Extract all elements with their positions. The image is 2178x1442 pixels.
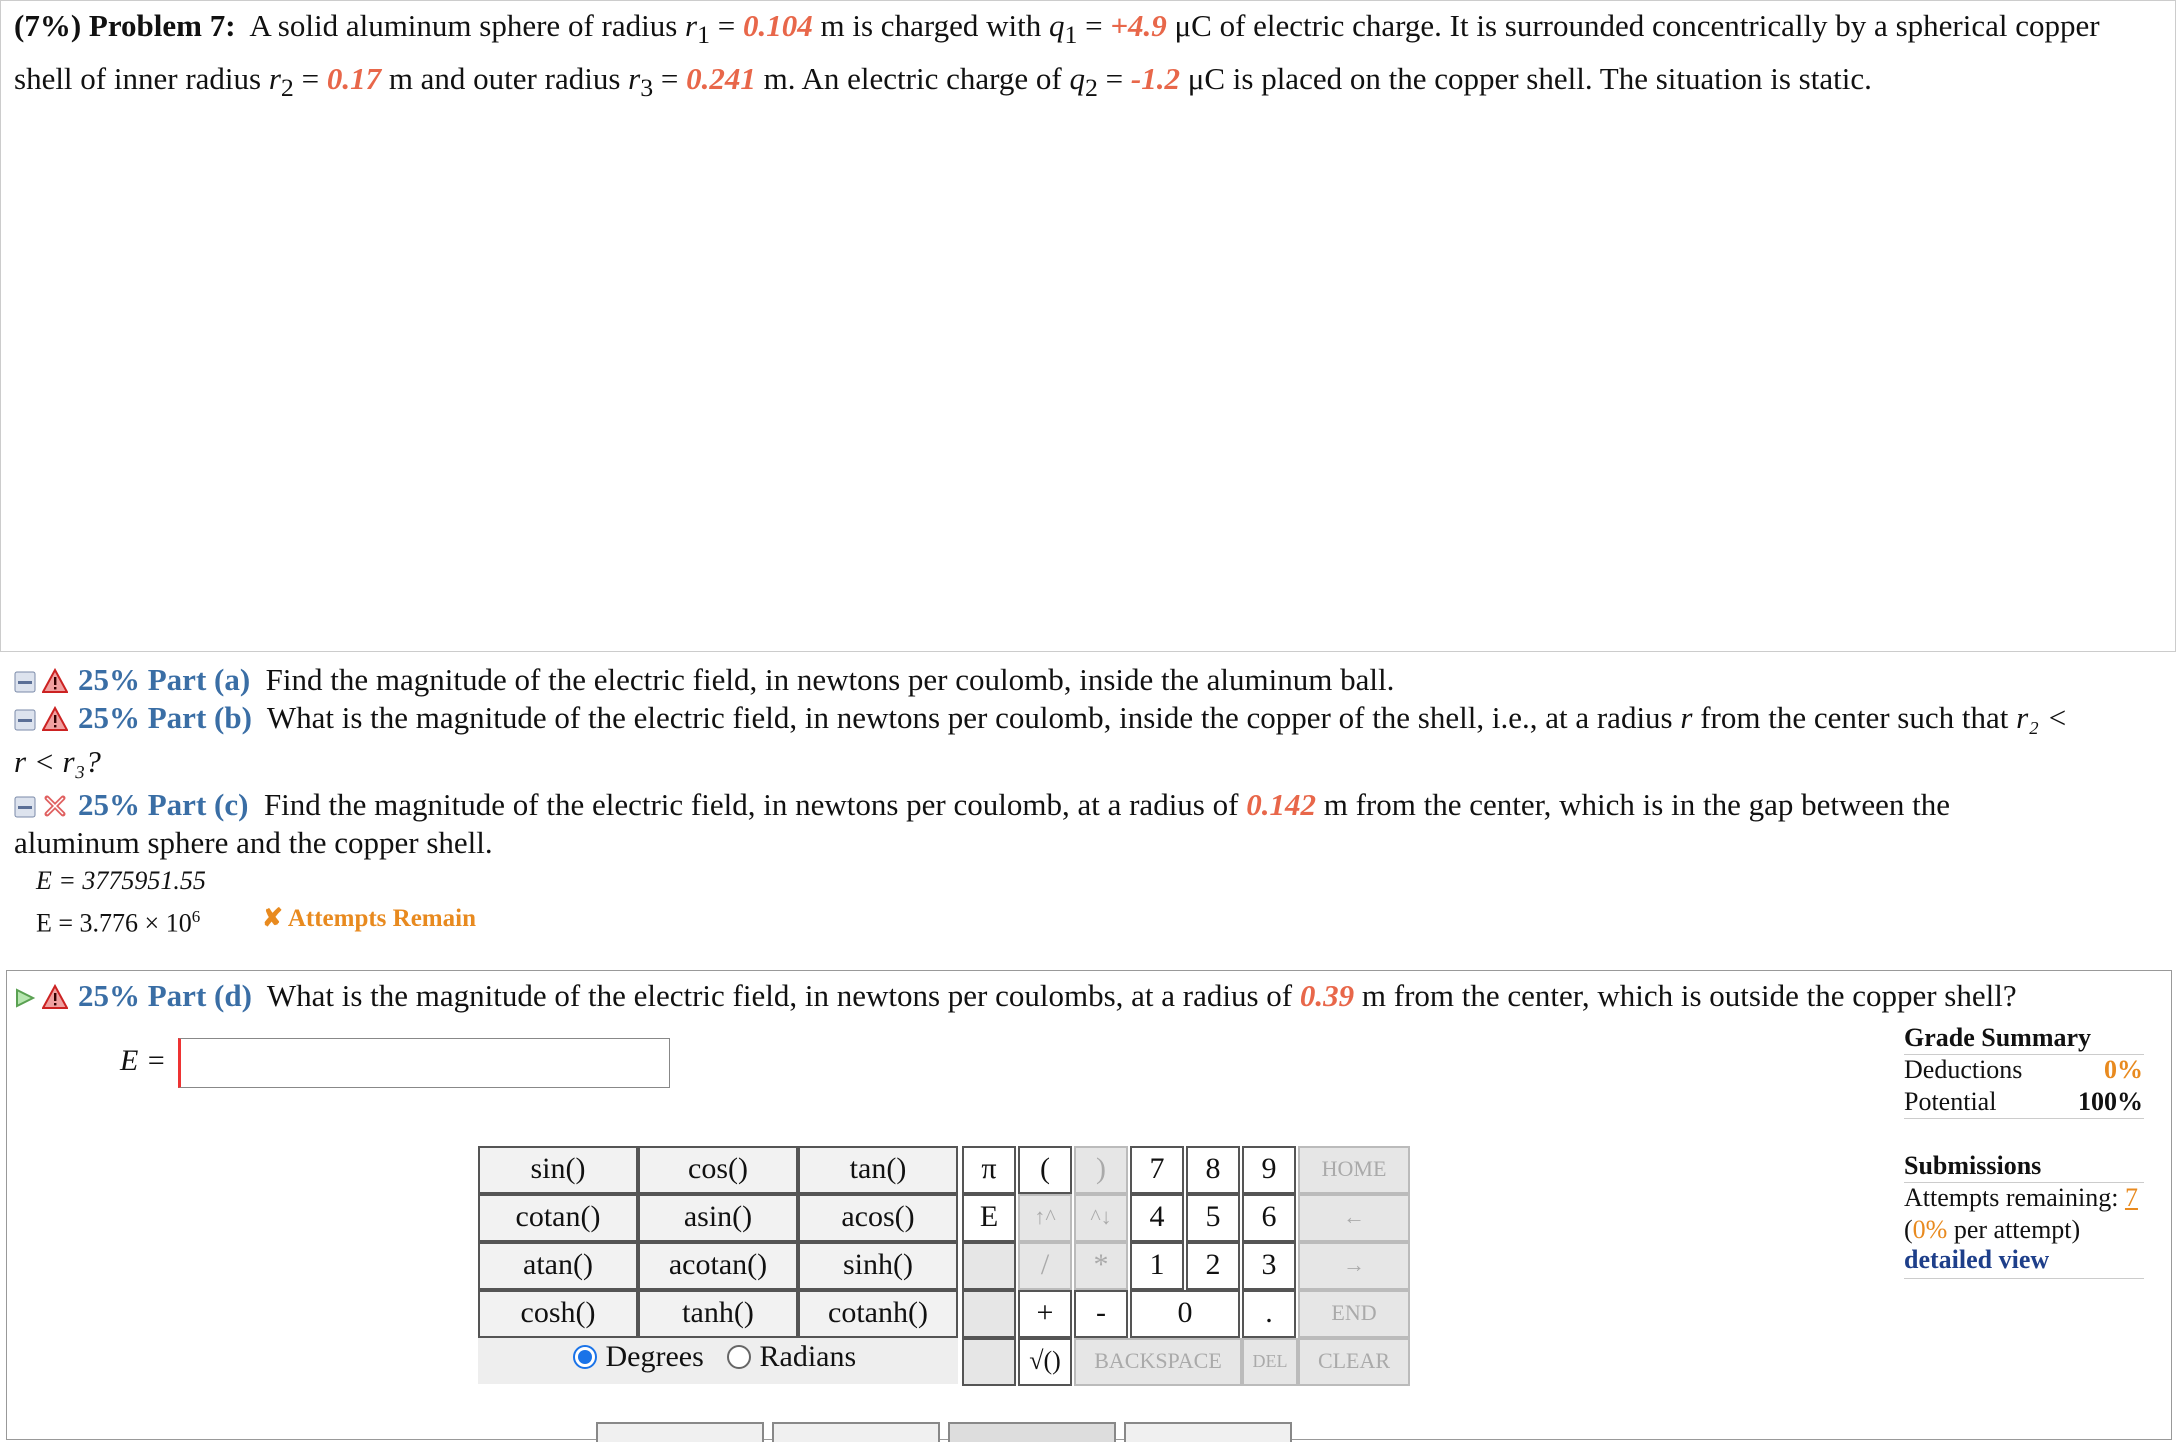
- per-attempt-value: 0%: [1912, 1215, 1948, 1244]
- key-dot[interactable]: .: [1242, 1290, 1296, 1338]
- r3-sub: 3: [640, 73, 654, 103]
- r1-symbol: r: [685, 8, 698, 43]
- feedback-button[interactable]: [948, 1422, 1116, 1442]
- key-clear[interactable]: CLEAR: [1298, 1338, 1410, 1386]
- r-symbol: r: [1680, 700, 1693, 735]
- key-9[interactable]: 9: [1242, 1146, 1296, 1194]
- attempts-value: 7: [2124, 1183, 2138, 1212]
- fn-key-asin[interactable]: asin(): [638, 1194, 798, 1242]
- part-d-text2: m from the center, which is outside the copper shell?: [1361, 978, 2017, 1013]
- part-c-row-cont: [14, 823, 2154, 863]
- key-up[interactable]: ↑^: [1018, 1194, 1072, 1242]
- key-3[interactable]: 3: [1242, 1242, 1296, 1290]
- q1-symbol: q: [1048, 8, 1065, 43]
- divider: [1904, 1118, 2144, 1119]
- key-e[interactable]: E: [962, 1194, 1016, 1242]
- part-c-answer-1: [36, 864, 206, 898]
- key-pi[interactable]: π: [962, 1146, 1016, 1194]
- fn-key-sin[interactable]: sin(): [478, 1146, 638, 1194]
- r1-value: 0.104: [743, 8, 813, 43]
- fn-key-sinh[interactable]: sinh(): [798, 1242, 958, 1290]
- part-b-row[interactable]: [14, 698, 2154, 738]
- key-blank: [962, 1338, 1016, 1386]
- q1-sub: 1: [1064, 20, 1078, 50]
- q2-value: -1.2: [1130, 61, 1180, 97]
- part-c-row[interactable]: [14, 785, 2154, 825]
- key-0[interactable]: 0: [1130, 1290, 1240, 1338]
- degrees-option[interactable]: [572, 1340, 704, 1374]
- problem-text: A solid aluminum sphere of radius: [249, 8, 678, 43]
- answer-input[interactable]: [178, 1038, 670, 1088]
- fn-key-tan[interactable]: tan(): [798, 1146, 958, 1194]
- give-up-button[interactable]: [1124, 1422, 1292, 1442]
- detailed-view-link[interactable]: detailed view: [1904, 1245, 2050, 1274]
- problem-title: Problem 7:: [88, 8, 236, 43]
- problem-text: μC is placed on the copper shell. The situation is static.: [1187, 61, 1872, 97]
- per-attempt-text: per attempt): [1953, 1215, 2081, 1244]
- part-b-condition: r₂ <: [2016, 700, 2068, 735]
- q2-sub: 2: [1084, 73, 1098, 103]
- warning-icon: [42, 668, 68, 694]
- part-d-radius: 0.39: [1299, 978, 1355, 1013]
- part-b-label[interactable]: 25% Part (b): [78, 700, 252, 735]
- key-8[interactable]: 8: [1186, 1146, 1240, 1194]
- problem-text: μC of electric charge. It is surrounded concentrically by a spherical copper shell of inner radius: [14, 8, 2100, 97]
- fn-key-atan[interactable]: atan(): [478, 1242, 638, 1290]
- problem-text: m and outer radius: [388, 61, 621, 97]
- divider: [1904, 1278, 2144, 1279]
- attempts-remain-status: ✘ Attempts Remain: [262, 905, 476, 932]
- problem-text: m is charged with: [820, 8, 1042, 43]
- key-lparen[interactable]: (: [1018, 1146, 1072, 1194]
- r3-symbol: r: [628, 61, 641, 97]
- fn-key-acos[interactable]: acos(): [798, 1194, 958, 1242]
- key-left-arrow[interactable]: ←: [1298, 1194, 1410, 1242]
- part-c-label[interactable]: 25% Part (c): [78, 787, 249, 822]
- incorrect-icon: [42, 793, 68, 819]
- key-del[interactable]: DEL: [1242, 1338, 1298, 1386]
- attempts-label: Attempts remaining:: [1904, 1183, 2119, 1212]
- key-end[interactable]: END: [1298, 1290, 1410, 1338]
- part-d-label[interactable]: 25% Part (d): [78, 978, 252, 1013]
- warning-icon: [42, 706, 68, 732]
- part-a-text: Find the magnitude of the electric field, in newtons per coulomb, inside the aluminum ball.: [265, 662, 1395, 697]
- key-plus[interactable]: +: [1018, 1290, 1072, 1338]
- key-6[interactable]: 6: [1242, 1194, 1296, 1242]
- part-d-row[interactable]: [14, 976, 2154, 1016]
- key-blank: [962, 1290, 1016, 1338]
- fn-key-acotan[interactable]: acotan(): [638, 1242, 798, 1290]
- key-right-arrow[interactable]: →: [1298, 1242, 1410, 1290]
- key-sqrt[interactable]: √(): [1018, 1338, 1072, 1386]
- key-5[interactable]: 5: [1186, 1194, 1240, 1242]
- part-b-condition-2: r < r₃?: [14, 744, 101, 779]
- part-c-text3: aluminum sphere and the copper shell.: [14, 825, 493, 860]
- key-7[interactable]: 7: [1130, 1146, 1184, 1194]
- potential-label: Potential: [1904, 1087, 1997, 1116]
- key-blank: [962, 1242, 1016, 1290]
- problem-statement: (7%) Problem 7: A solid aluminum sphere of radius $r_1 = 0.104$ m is charged with $q_1 = +4.9$ μC of electric charge. It is surrounded concentrically by a spherical copper shell of inner radius $r_2 = 0.17$ m and outer radius $r_3 = 0.241$ m. An electric charge of $q_2 = -1.2$ μC is placed on the copper shell. The situation is static.: [14, 8, 2100, 103]
- part-d-text: What is the magnitude of the electric field, in newtons per coulombs, at a radius of: [266, 978, 1293, 1013]
- part-a-label[interactable]: 25% Part (a): [78, 662, 251, 697]
- radians-option[interactable]: [726, 1340, 856, 1374]
- submissions-title: Submissions: [1904, 1151, 2042, 1180]
- q2-symbol: q: [1069, 61, 1085, 97]
- key-down[interactable]: ^↓: [1074, 1194, 1128, 1242]
- part-b-row-cont: [14, 742, 2154, 782]
- attempts-remaining: [1904, 1182, 2138, 1214]
- part-c-answer-exponent: 6: [191, 907, 201, 926]
- problem-text: m. An electric charge of: [763, 61, 1062, 97]
- part-c-radius: 0.142: [1246, 787, 1316, 822]
- problem-weight: (7%): [14, 8, 82, 43]
- degrees-label: Degrees: [605, 1340, 704, 1373]
- fn-key-cos[interactable]: cos(): [638, 1146, 798, 1194]
- collapse-icon[interactable]: [14, 671, 36, 693]
- radio-unchecked-icon[interactable]: [726, 1344, 752, 1370]
- angle-mode: [478, 1338, 958, 1384]
- per-attempt: [1904, 1214, 2080, 1246]
- fn-key-tanh[interactable]: tanh(): [638, 1290, 798, 1338]
- fn-key-cosh[interactable]: cosh(): [478, 1290, 638, 1338]
- part-a-row[interactable]: [14, 660, 2154, 700]
- collapse-icon[interactable]: [14, 796, 36, 818]
- deductions-value: 0%: [2104, 1055, 2143, 1084]
- part-c-text: Find the magnitude of the electric field, in newtons per coulomb, at a radius of: [263, 787, 1239, 822]
- part-b-text2: from the center such that: [1700, 700, 2009, 735]
- part-c-answer-exact: E = 3775951.55: [36, 866, 206, 895]
- key-home[interactable]: HOME: [1298, 1146, 1410, 1194]
- fn-key-cotanh[interactable]: cotanh(): [798, 1290, 958, 1338]
- key-rparen[interactable]: ): [1074, 1146, 1128, 1194]
- radio-checked-icon[interactable]: [572, 1344, 598, 1370]
- hint-button[interactable]: [772, 1422, 940, 1442]
- key-backspace[interactable]: BACKSPACE: [1074, 1338, 1242, 1386]
- r2-sub: 2: [280, 73, 294, 103]
- part-c-answer-sci: E = 3.776 × 10: [36, 908, 192, 938]
- key-2[interactable]: 2: [1186, 1242, 1240, 1290]
- key-multiply[interactable]: *: [1074, 1242, 1128, 1290]
- answer-label: E =: [120, 1044, 167, 1077]
- warning-icon: [42, 984, 68, 1010]
- collapse-icon[interactable]: [14, 709, 36, 731]
- grade-summary-title: Grade Summary: [1904, 1023, 2092, 1052]
- r2-symbol: r: [268, 61, 281, 97]
- q1-value: +4.9: [1110, 8, 1167, 43]
- key-1[interactable]: 1: [1130, 1242, 1184, 1290]
- key-minus[interactable]: -: [1074, 1290, 1128, 1338]
- submit-button[interactable]: [596, 1422, 764, 1442]
- r2-value: 0.17: [326, 61, 382, 97]
- deductions-label: Deductions: [1904, 1055, 2023, 1084]
- part-c-text2: m from the center, which is in the gap between the: [1323, 787, 1950, 822]
- key-divide[interactable]: /: [1018, 1242, 1072, 1290]
- r3-value: 0.241: [686, 61, 756, 97]
- part-b-text: What is the magnitude of the electric field, in newtons per coulomb, inside the copper of the shell, i.e., at a radius: [266, 700, 1673, 735]
- radians-label: Radians: [759, 1340, 857, 1373]
- part-c-answer-2: [36, 900, 200, 941]
- potential-value: 100%: [2078, 1087, 2143, 1116]
- key-4[interactable]: 4: [1130, 1194, 1184, 1242]
- expand-arrow-icon[interactable]: [14, 987, 36, 1009]
- r1-sub: 1: [697, 20, 711, 50]
- fn-key-cotan[interactable]: cotan(): [478, 1194, 638, 1242]
- per-attempt-open: (: [1904, 1215, 1913, 1244]
